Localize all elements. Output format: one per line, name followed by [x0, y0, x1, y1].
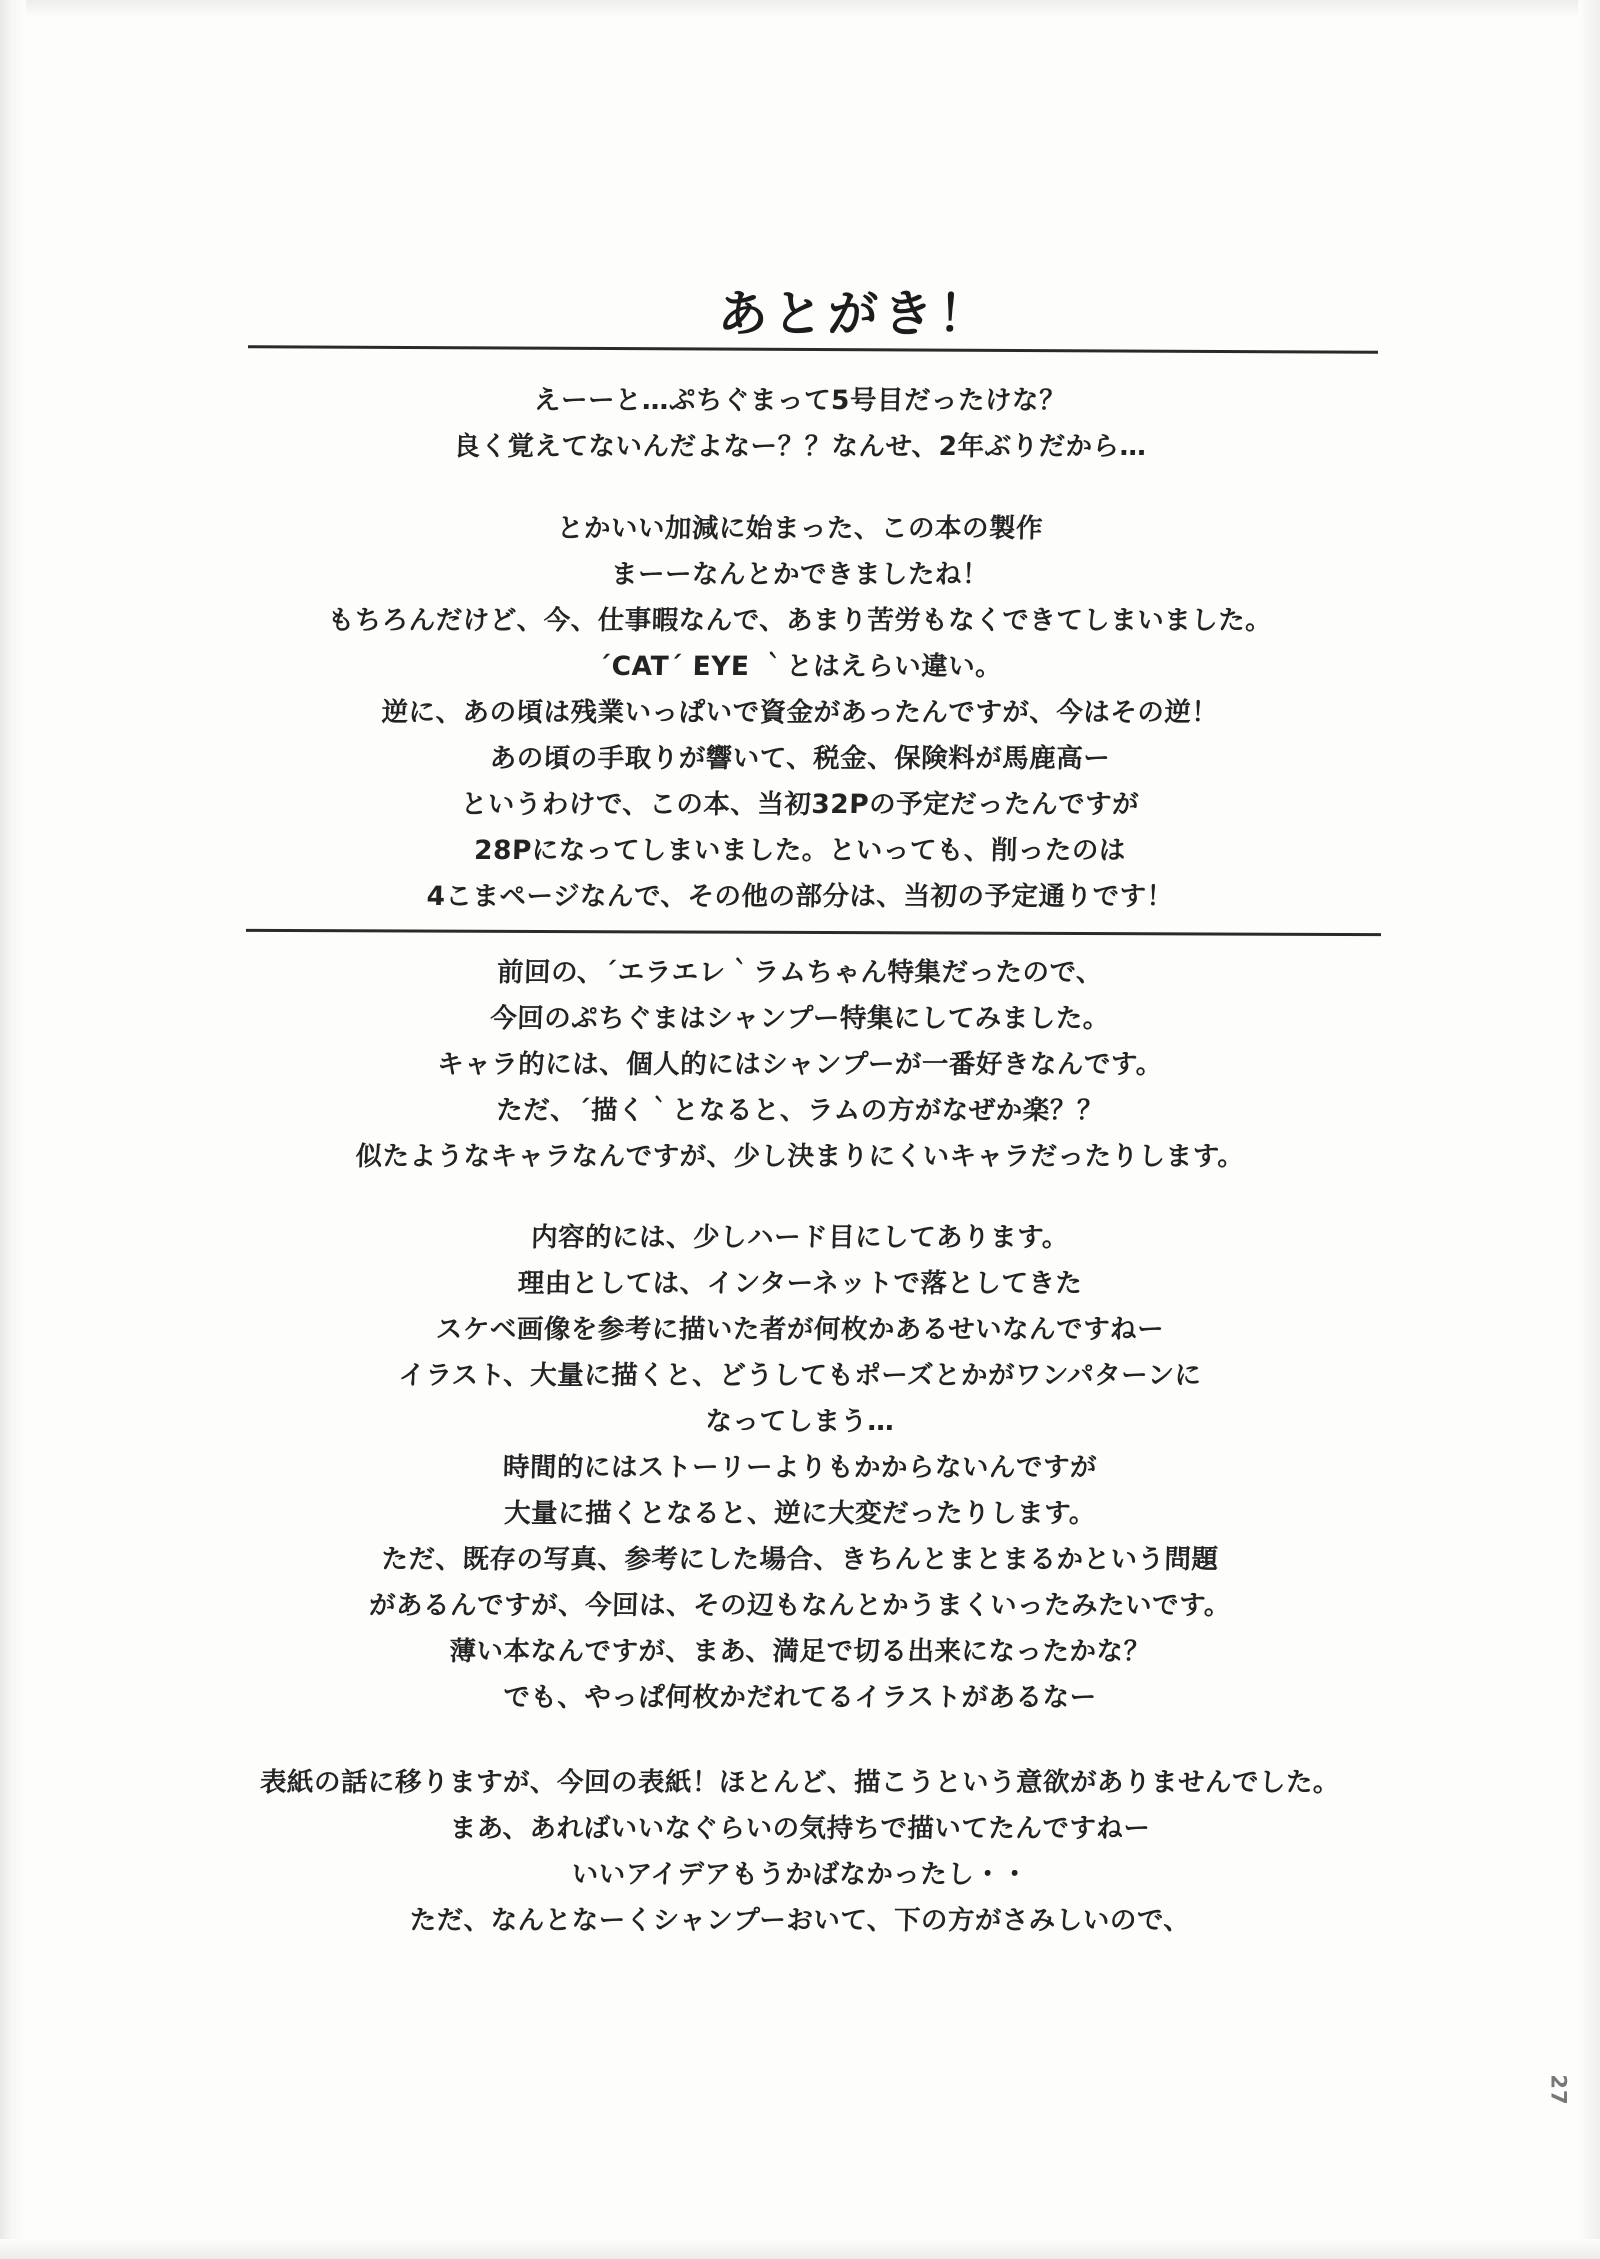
text-line: 28Pになってしまいました。といっても、削ったのは — [473, 835, 1127, 866]
paragraph-theme — [0, 950, 1600, 1180]
text-line: ただ、なんとなーくシャンプーおいて、下の方がさみしいので、 — [409, 1905, 1191, 1936]
page-title-row — [0, 274, 1600, 346]
text-line: ただ、´描く｀となると、ラムの方がなぜか楽？？ — [495, 1095, 1105, 1126]
text-line: イラスト、大量に描くと、どうしてもポーズとかがワンパターンに — [398, 1360, 1202, 1391]
text-line: 時間的にはストーリーよりもかからないんですが — [502, 1452, 1098, 1483]
text-line: ただ、既存の写真、参考にした場合、きちんとまとまるかという問題 — [381, 1544, 1219, 1575]
paragraph-making — [0, 506, 1600, 920]
paragraph-intro — [0, 378, 1600, 470]
text-line: あの頃の手取りが響いて、税金、保険料が馬鹿高ー — [489, 743, 1111, 774]
page-edge-shading-top — [0, 0, 1600, 18]
text-line: まーーなんとかできましたね！ — [610, 559, 990, 590]
text-line: 内容的には、少しハード目にしてあります。 — [530, 1222, 1070, 1253]
page-edge-shading-bottom — [0, 2239, 1600, 2259]
text-line: スケベ画像を参考に描いた者が何枚かあるせいなんですねー — [435, 1314, 1165, 1345]
text-line: 理由としては、インターネットで落としてきた — [517, 1268, 1083, 1299]
paragraph-content — [0, 1215, 1600, 1721]
text-line: 4こまページなんで、その他の部分は、当初の予定通りです！ — [426, 881, 1174, 912]
page-title: あとがき！ — [716, 285, 994, 343]
text-line: 逆に、あの頃は残業いっぱいで資金があったんですが、今はその逆！ — [381, 697, 1219, 728]
paragraph-cover — [0, 1760, 1600, 1944]
text-line: 似たようなキャラなんですが、少し決まりにくいキャラだったりします。 — [355, 1141, 1245, 1172]
text-line: ´CAT´ EYE ｀とはえらい違い。 — [597, 651, 1003, 682]
text-line: 前回の、´エラエレ｀ラムちゃん特集だったので、 — [496, 957, 1104, 988]
text-line: 薄い本なんですが、まあ、満足で切る出来になったかな？ — [449, 1636, 1151, 1667]
text-line: があるんですが、今回は、その辺もなんとかうまくいったみたいです。 — [368, 1590, 1232, 1621]
text-line: えーーと…ぷちぐまって5号目だったけな？ — [533, 385, 1067, 416]
text-line: 良く覚えてないんだよなー？？なんせ、2年ぶりだから… — [453, 431, 1147, 462]
text-line: でも、やっぱ何枚かだれてるイラストがあるなー — [502, 1682, 1098, 1713]
text-line: もちろんだけど、今、仕事暇なんで、あまり苦労もなくできてしまいました。 — [327, 605, 1273, 636]
text-line: というわけで、この本、当初32Pの予定だったんですが — [460, 789, 1140, 820]
page-number: 27 — [1546, 2074, 1571, 2106]
text-line: なってしまう… — [705, 1406, 895, 1437]
text-line: とかいい加減に始まった、この本の製作 — [556, 513, 1044, 544]
text-line: いいアイデアもうかばなかったし・・ — [571, 1859, 1029, 1890]
text-line: 表紙の話に移りますが、今回の表紙！ほとんど、描こうという意欲がありませんでした。 — [259, 1767, 1341, 1798]
text-line: まあ、あればいいなぐらいの気持ちで描いてたんですねー — [449, 1813, 1151, 1844]
text-line: キャラ的には、個人的にはシャンプーが一番好きなんです。 — [436, 1049, 1164, 1080]
text-line: 大量に描くとなると、逆に大変だったりします。 — [503, 1498, 1097, 1529]
text-line: 今回のぷちぐまはシャンプー特集にしてみました。 — [489, 1003, 1111, 1034]
